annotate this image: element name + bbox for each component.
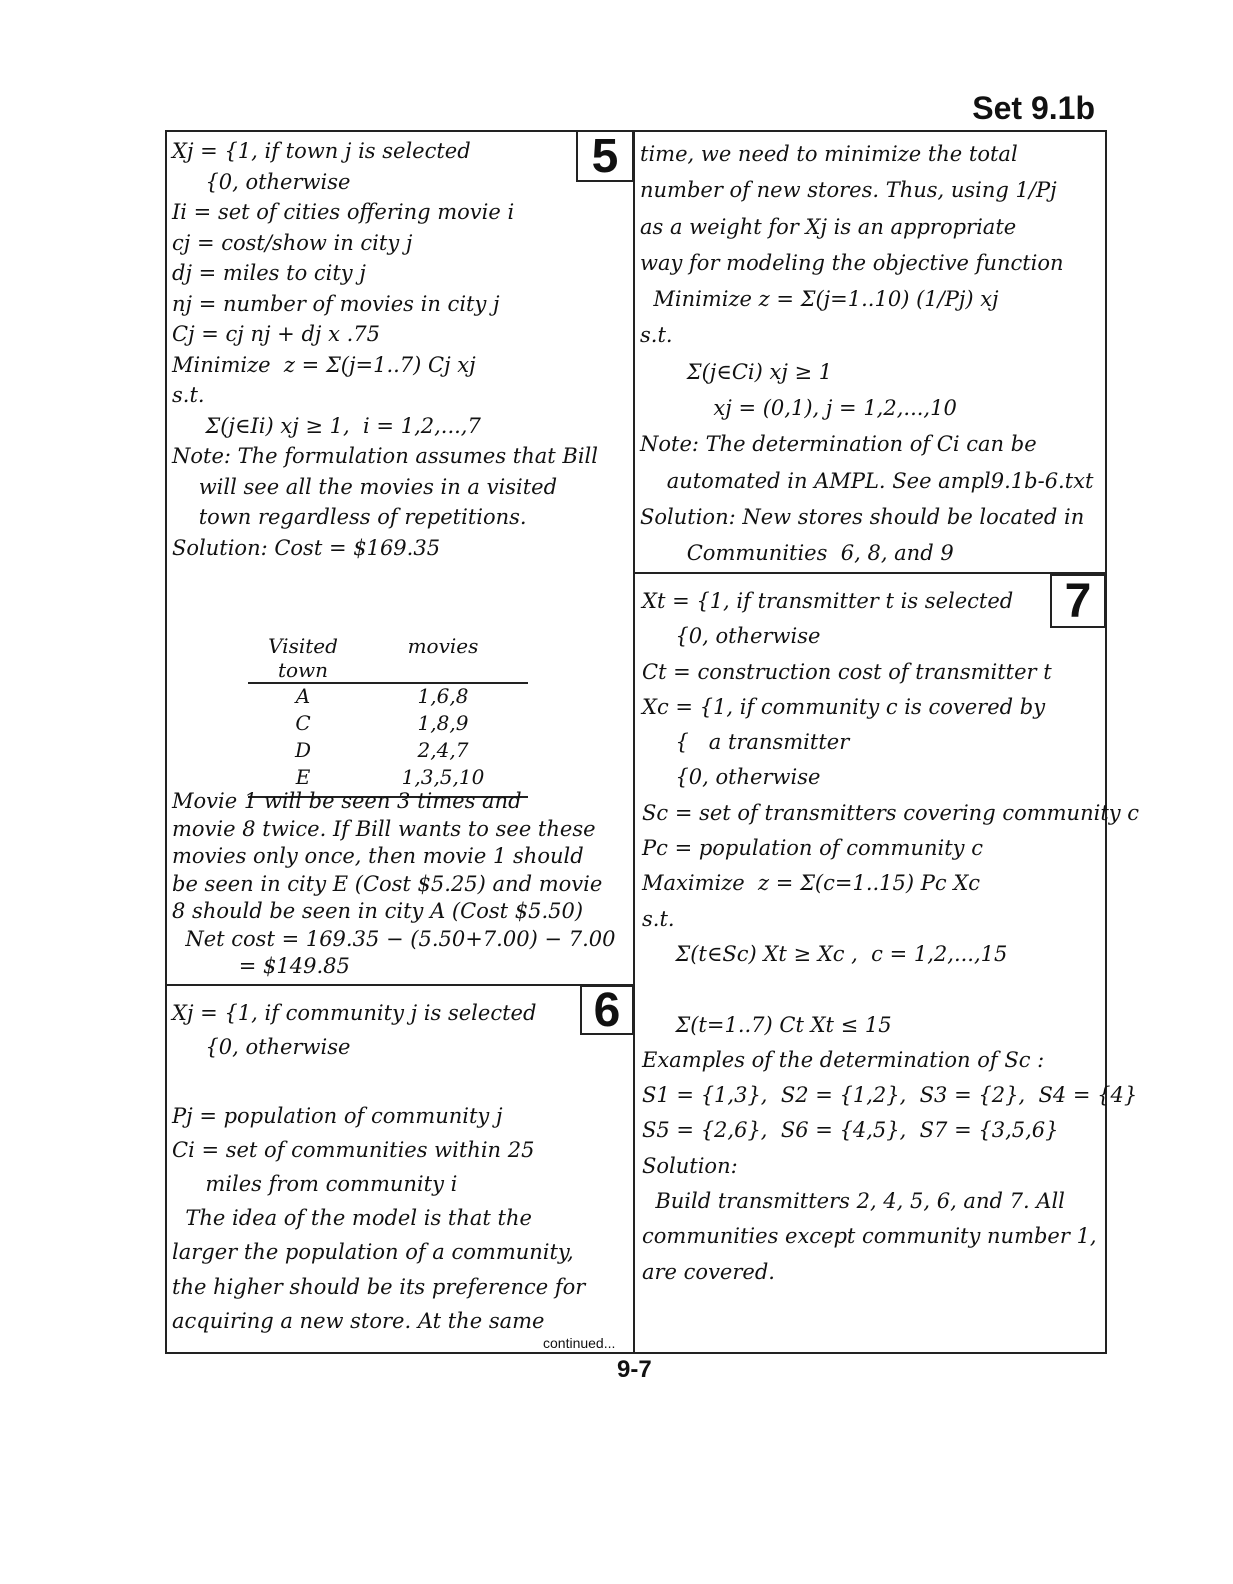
problem-6-right: time, we need to minimize the total number of new stores. Thus, using 1/Pj as a weight for Xj is an appropriate way for modeling the objective function Minimize z = Σ(j=1..10) (1/Pj) xj s.t. Σ(j∈Ci) xj ≥ 1 xj = (0,1), j = 1,2,...,10 Note: The determination of Ci can be automated in AMPL. See ampl9.1b-6.txt Solution: New stores should be located in Communities 6, 8, and 9 bbox=[640, 142, 1094, 566]
problem-7-number: 7 bbox=[1050, 574, 1106, 628]
table-row bbox=[248, 684, 528, 711]
table-cell: 1,6,8 bbox=[417, 684, 469, 708]
table-cell: E bbox=[295, 765, 311, 789]
solution-table bbox=[248, 634, 528, 798]
table-cell: D bbox=[294, 738, 312, 762]
table-row bbox=[248, 738, 528, 765]
problem-7-formulation: Xt = {1, if transmitter t is selected {0, otherwise Ct = construction cost of transmitter t Xc = {1, if community c is covered by { a transmitter {0, otherwise Sc = set of transmitters covering community c Pc = population of community c Maximize z = Σ(c=1..15) Pc Xc s.t. Σ(t∈Sc) Xt ≥ Xc , c = 1,2,...,15 Σ(t=1..7) Ct Xt ≤ 15 Examples of the determination of Sc : S1 = {1,3}, S2 = {1,2}, S3 = {2}, S4 = {4} S5 = {2,6}, S6 = {4,5}, S7 = {3,5,6} Solution: Build transmitters 2, 4, 5, 6, and 7. All communities except community number 1, are covered. bbox=[642, 589, 1140, 1284]
table-cell: 2,4,7 bbox=[417, 738, 469, 762]
table-header-movies: movies bbox=[407, 634, 479, 658]
solution-table-header bbox=[248, 634, 528, 684]
problem-5-note: Movie 1 will be seen 3 times and movie 8 twice. If Bill wants to see these movies only once, then movie 1 should be seen in city E (Cost $5.25) and movie 8 should be seen in city A (Cost $5.50) Net cost = 169.35 − (5.50+7.00) − 7.00 = $149.85 bbox=[172, 789, 616, 978]
page-title: Set 9.1b bbox=[972, 90, 1095, 126]
divider-6-7 bbox=[633, 572, 1107, 574]
divider-5-6 bbox=[165, 984, 635, 986]
column-divider bbox=[633, 130, 635, 1354]
table-cell: A bbox=[295, 684, 311, 708]
problem-5-formulation: Xj = {1, if town j is selected {0, otherwise Ii = set of cities offering movie i cj = cost/show in city j dj = miles to city j nj = number of movies in city j Cj = cj nj + dj x .75 Minimize z = Σ(j=1..7) Cj xj s.t. Σ(j∈Ii) xj ≥ 1, i = 1,2,...,7 Note: The formulation assumes that Bill will see all the movies in a visited town regardless of repetitions. Solution: Cost = $169.35 bbox=[172, 139, 598, 560]
continued-label: continued... bbox=[543, 1335, 616, 1351]
problem-6-left: Xj = {1, if community j is selected {0, otherwise Pj = population of community j Ci = set of communities within 25 miles from community i The idea of the model is that the larger the population of a community, the higher should be its preference for acquiring a new store. At the same bbox=[172, 1001, 586, 1333]
page-number: 9-7 bbox=[617, 1356, 652, 1383]
table-row bbox=[248, 711, 528, 738]
problem-5-number: 5 bbox=[576, 130, 634, 182]
table-header-town: Visited town bbox=[268, 634, 338, 682]
problem-6-number: 6 bbox=[580, 985, 634, 1035]
table-cell: 1,8,9 bbox=[417, 711, 469, 735]
table-cell: 1,3,5,10 bbox=[401, 765, 485, 789]
table-cell: C bbox=[295, 711, 311, 735]
